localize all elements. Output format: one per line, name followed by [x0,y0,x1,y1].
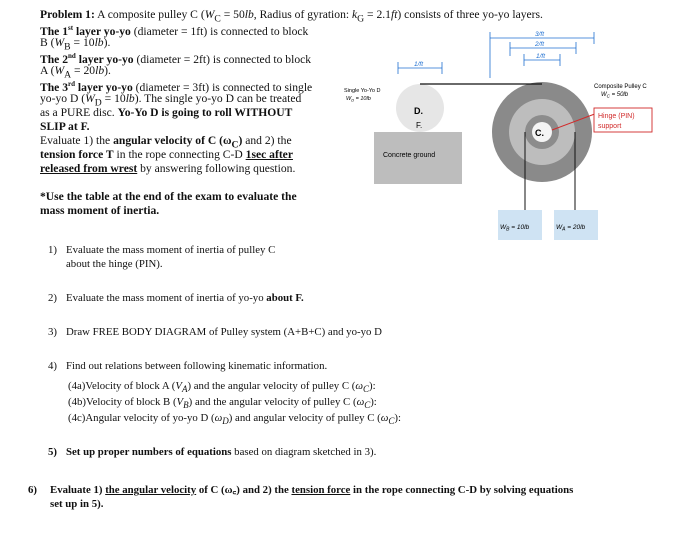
problem-title-text: A composite pulley C ($W_C = 50lb$, Radius of gyration: $k_G = 2.1ft$) consists of three yo-yo layers. [97,8,543,25]
question-6: 6) Evaluate 1) the angular velocity of C (ω꜀) and 2) the tension force in the rope connecting C-D by solving equations [28,484,574,496]
layer1-line-b: B $(W_B = 10lb)$. [40,36,111,53]
question-4c: (4c)Angular velocity of yo-yo D $(\omega_D)$ and angular velocity of pulley C $(\omega_C)$: [68,412,402,427]
dim-1ft-right-label: 1/ft [536,53,546,60]
composite-pulley-weight: $W_C = 50lb$ [601,92,629,99]
table-note-line-2: mass moment of inertia. [40,204,160,217]
pulley-system-diagram [338,28,690,246]
yoyo-d-label: D. [414,106,423,116]
layer3-line-d: SLIP at F. [40,120,90,133]
question-3: 3) Draw FREE BODY DIAGRAM of Pulley system (A+B+C) and yo-yo D [48,326,382,338]
dimension-lines [398,32,594,78]
question-4: 4) Find out relations between following kinematic information. [48,360,328,372]
single-yoyo-weight: $W_D = 10lb$ [346,96,371,103]
question-1: 1) Evaluate the mass moment of inertia of pulley C [48,244,276,256]
table-note-line-1: *Use the table at the end of the exam to evaluate the [40,190,297,203]
evaluate-line-3: released from wrest by answering following question. [40,162,296,175]
layer3-line-b: yo-yo D $(W_D = 10lb)$. The single yo-yo D can be treated [40,92,302,109]
dim-2ft-label: 2/ft [535,41,545,48]
question-1-cont: about the hinge (PIN). [66,258,163,270]
problem-title-line: Problem 1: A composite pulley C ($W_C = 50lb$, Radius of gyration: $k_G = 2.1ft$) consists of three yo-yo layers. [40,8,543,25]
question-2: 2) Evaluate the mass moment of inertia of yo-yo about F. [48,292,304,304]
layer1-line-a: The 1st layer yo-yo (diameter = 1ft) is connected to block [40,24,309,38]
block-b-label: $W_B = 10lb$ [500,224,530,233]
contact-point-f-label: F. [416,121,423,130]
block-a-label: $W_A = 20lb$ [556,224,586,233]
evaluate-line-2: tension force T in the rope connecting C-D 1sec after [40,148,293,161]
hinge-label-line2: support [598,123,622,130]
single-yoyo-label: Single Yo-Yo D [344,88,381,94]
layer3-line-a: The 3rd layer yo-yo (diameter = 3ft) is connected to single [40,80,313,94]
question-4a: (4a)Velocity of block A $(V_A)$ and the angular velocity of pulley C $(\omega_C)$: [68,380,376,395]
question-4b: (4b)Velocity of block B $(V_B)$ and the angular velocity of pulley C $(\omega_C)$: [68,396,377,411]
dim-1ft-left-label: 1/ft [414,61,424,68]
layer3-line-c: as a PURE disc. Yo-Yo D is going to roll WITHOUT [40,106,293,119]
question-5: 5) Set up proper numbers of equations based on diagram sketched in 3). [48,446,377,458]
layer2-line-b: A $(W_A = 20lb)$. [40,64,111,81]
evaluate-line-1: Evaluate 1) the angular velocity of C $(\omega_C)$ and 2) the [40,134,292,151]
pulley-c-label: C. [535,128,544,138]
layer2-line-a: The 2nd layer yo-yo (diameter = 2ft) is connected to block [40,52,312,66]
question-6-cont: set up in 5). [50,498,104,510]
hinge-label-line1: Hinge (PIN) [598,113,635,120]
dim-3ft-label: 3/ft [535,31,545,38]
ground-label: Concrete ground [383,152,436,159]
composite-pulley-label: Composite Pulley C [594,84,647,90]
